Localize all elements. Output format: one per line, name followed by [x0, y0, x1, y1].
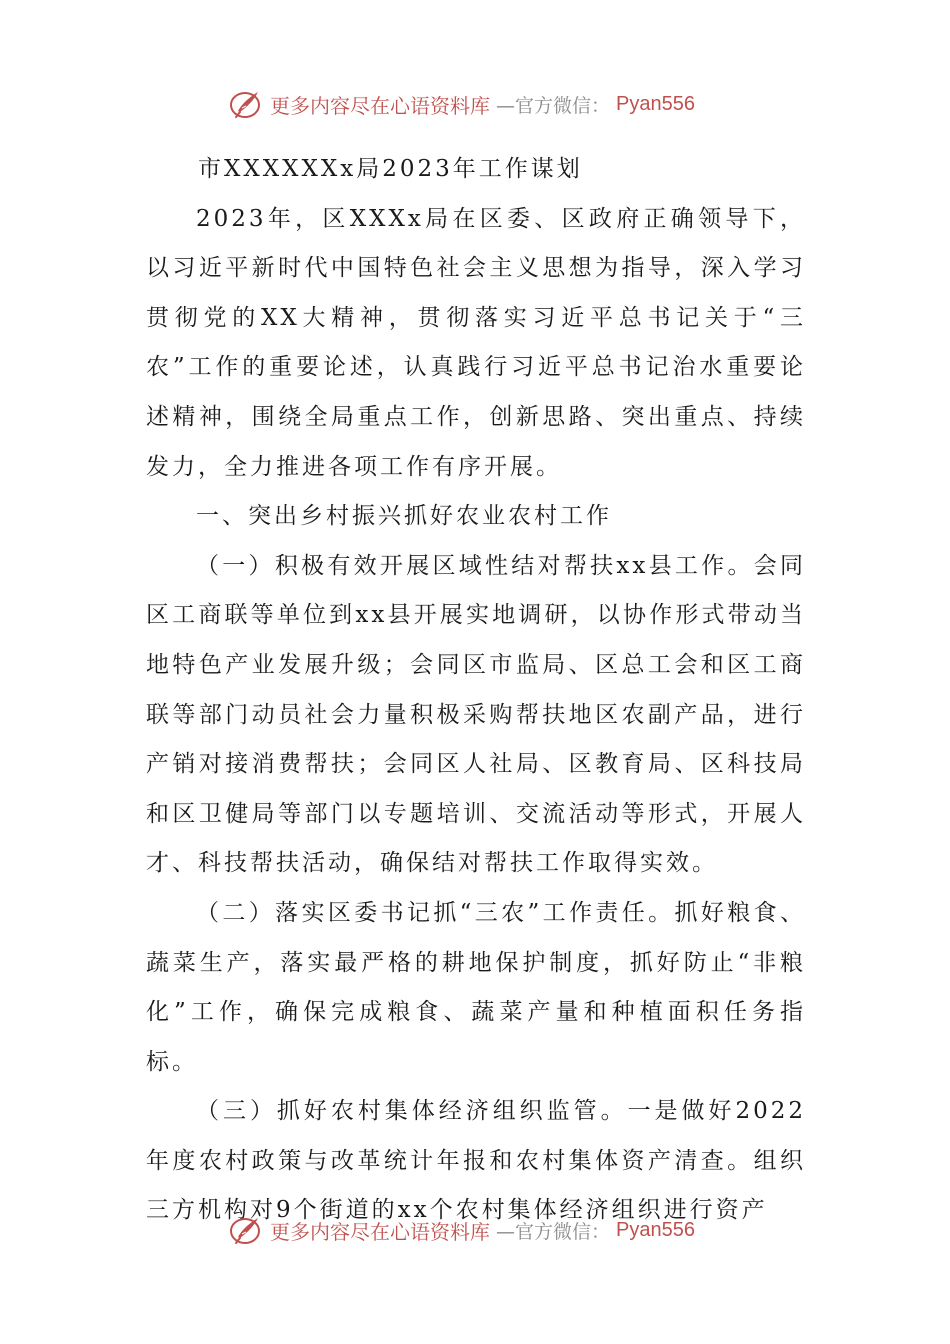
section-heading: 一、突出乡村振兴抓好农业农村工作: [196, 503, 612, 530]
watermark-brand: 更多内容尽在心语资料库: [270, 93, 490, 118]
watermark-footer: [228, 1210, 695, 1250]
watermark-header: [228, 84, 695, 124]
watermark-brand: 更多内容尽在心语资料库: [270, 1219, 490, 1244]
watermark-official-label: —官方微信：: [496, 1220, 611, 1243]
watermark-wechat-id: Pyan556: [616, 1218, 695, 1241]
paragraph-item-2: （二）落实区委书记抓“三农”工作责任。抓好粮食、蔬菜生产，落实最严格的耕地保护制度，抓好防止“非粮化”工作，确保完成粮食、蔬菜产量和种植面积任务指标。: [146, 899, 806, 1075]
intro-paragraph: 2023年，区XXXx局在区委、区政府正确领导下，以习近平新时代中国特色社会主义思想为指导，深入学习贯彻党的XX大精神，贯彻落实习近平总书记关于“三农”工作的重要论述，认真践行习近平总书记治水重要论述精神，围绕全局重点工作，创新思路、突出重点、持续发力，全力推进各项工作有序开展。: [146, 205, 806, 480]
paragraph-item-3: （三）抓好农村集体经济组织监管。一是做好2022年度农村政策与改革统计年报和农村集体资产清查。组织三方机构对9个街道的xx个农村集体经济组织进行资产: [146, 1098, 806, 1224]
watermark-official-label: —官方微信：: [496, 94, 611, 117]
document-body: [146, 145, 806, 1236]
paragraph-item-1: （一）积极有效开展区域性结对帮扶xx县工作。会同区工商联等单位到xx县开展实地调研，以协作形式带动当地特色产业发展升级；会同区市监局、区总工会和区工商联等部门动员社会力量积极采购帮扶地区农副产品，进行产销对接消费帮扶；会同区人社局、区教育局、区科技局和区卫健局等部门以专题培训、交流活动等形式，开展人才、科技帮扶活动，确保结对帮扶工作取得实效。: [146, 552, 806, 877]
watermark-wechat-id: Pyan556: [616, 92, 695, 115]
document-title: 市XXXXXXx局2023年工作谋划: [198, 156, 583, 182]
quill-logo-icon: [228, 86, 264, 122]
quill-logo-icon: [228, 1212, 264, 1248]
